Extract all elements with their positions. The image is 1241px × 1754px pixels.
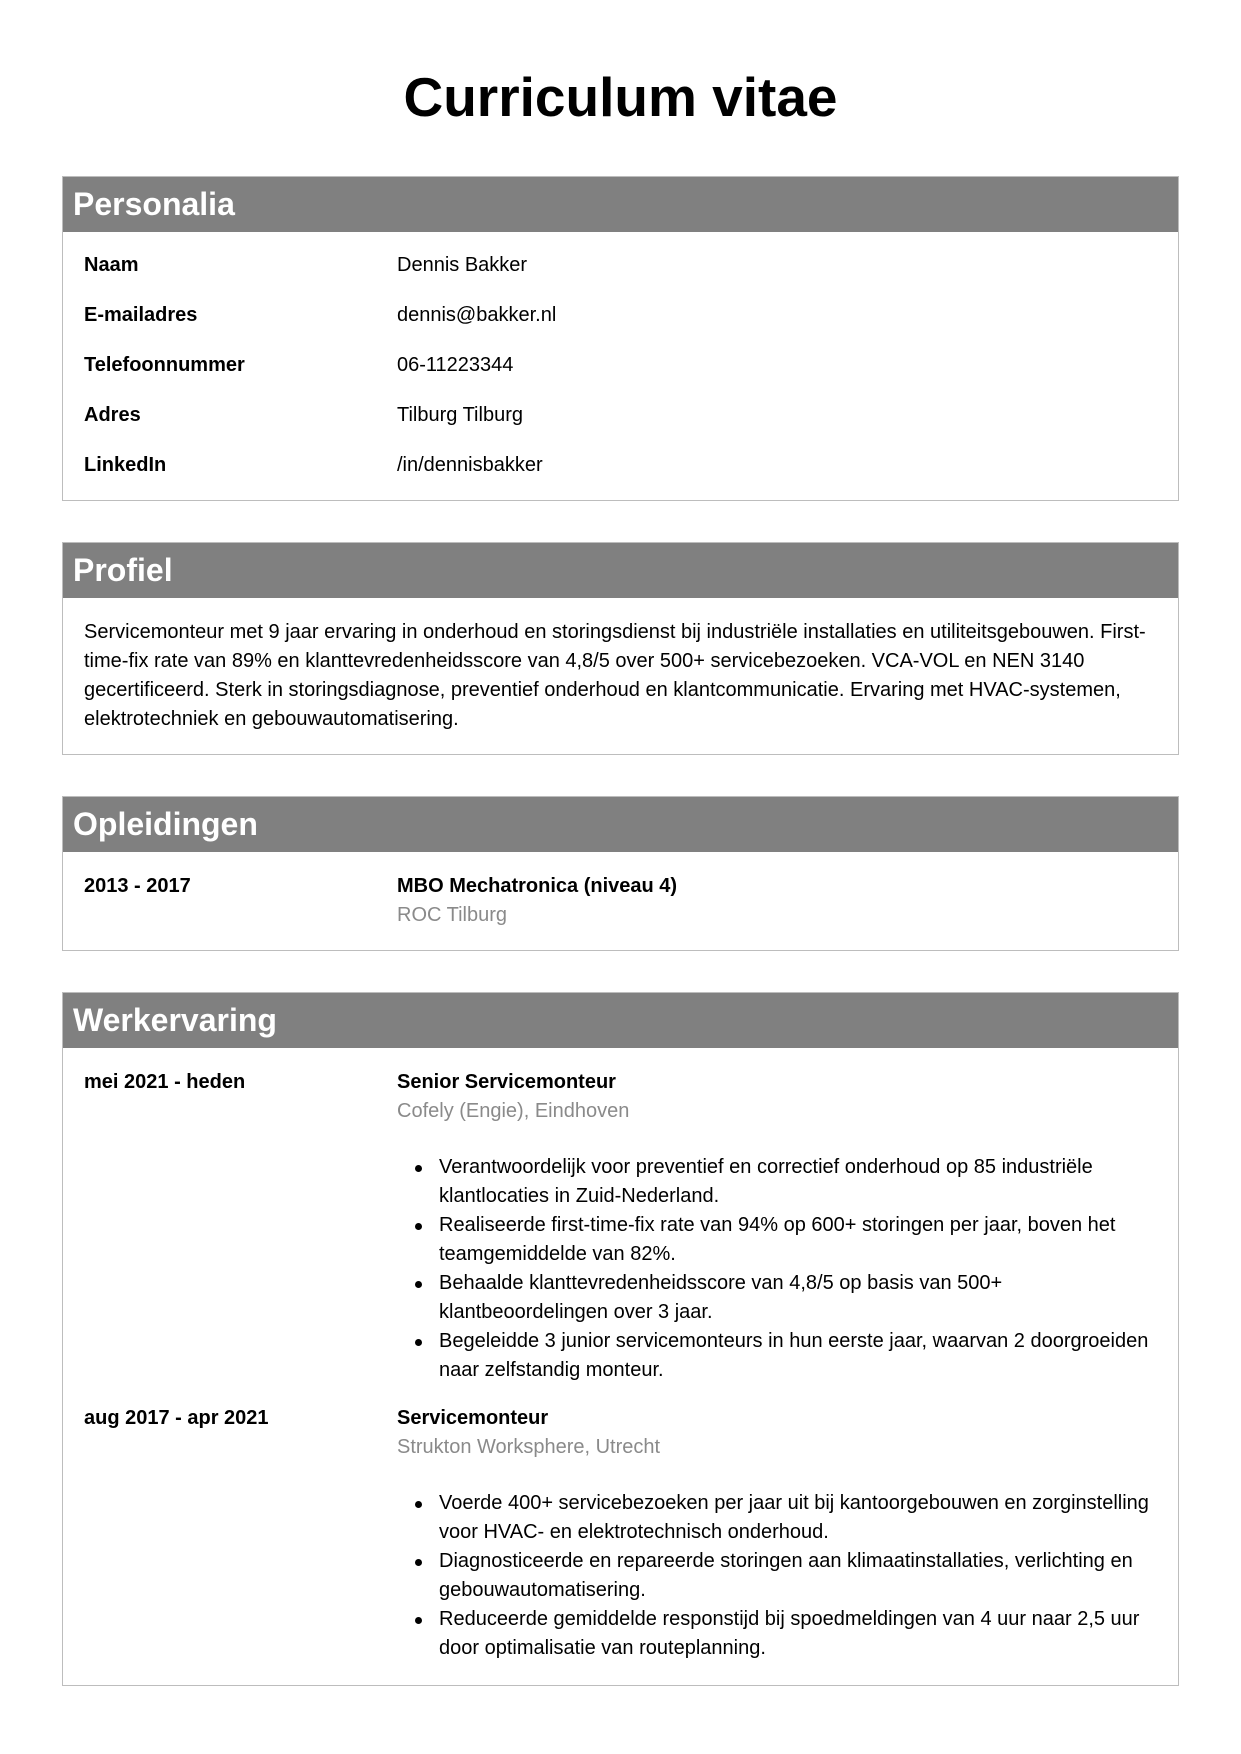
profile-text: Servicemonteur met 9 jaar ervaring in onderhoud en storingsdienst bij industriële installaties en utiliteitsgebouwen. First-time-fix rate van 89% en klanttevredenheidsscore van 4,8/5 over 500+ servicebezoeken. VCA-VOL en NEN 3140 gecertificeerd. Sterk in storingsdiagnose, preventief onderhoud en klantcommunicatie. Ervaring met HVAC-systemen, elektrotechniek en gebouwautomatisering. (84, 621, 1146, 730)
work-company: Cofely (Engie), Eindhoven (397, 1100, 630, 1122)
work-bullets (397, 1489, 1158, 1663)
education-title: MBO Mechatronica (niveau 4) (397, 875, 678, 897)
bullet-item: Behaalde klanttevredenheidsscore van 4,8/5 op basis van 500+ klantbeoordelingen over 3 jaar. (439, 1269, 1158, 1327)
bullet-item: Voerde 400+ servicebezoeken per jaar uit bij kantoorgebouwen en zorginstelling voor HVAC- en elektrotechnisch onderhoud. (439, 1489, 1158, 1547)
opleidingen-heading: Opleidingen (63, 797, 1178, 852)
email-value: dennis@bakker.nl (397, 304, 557, 326)
bullet-item: Reduceerde gemiddelde responstijd bij spoedmeldingen van 4 uur naar 2,5 uur door optimalisatie van routeplanning. (439, 1605, 1158, 1663)
personalia-row-linkedin (63, 451, 1178, 501)
personalia-row-address (63, 401, 1178, 451)
phone-value: 06-11223344 (397, 354, 514, 376)
bullet-item: Diagnosticeerde en repareerde storingen aan klimaatinstallaties, verlichting en gebouwautomatisering. (439, 1547, 1158, 1605)
name-value: Dennis Bakker (397, 254, 528, 276)
personalia-row-name (63, 251, 1178, 301)
profiel-heading: Profiel (63, 543, 1178, 598)
opleidingen-section (62, 796, 1179, 951)
bullet-item: Begeleidde 3 junior servicemonteurs in hun eerste jaar, waarvan 2 doorgroeiden naar zelfstandig monteur. (439, 1327, 1158, 1385)
work-title: Senior Servicemonteur (397, 1071, 616, 1093)
email-label: E-mailadres (84, 304, 198, 326)
personalia-heading: Personalia (63, 177, 1178, 232)
profiel-section (62, 542, 1179, 755)
education-period: 2013 - 2017 (84, 875, 191, 897)
personalia-section (62, 176, 1179, 501)
phone-label: Telefoonnummer (84, 354, 245, 376)
address-value: Tilburg Tilburg (397, 404, 523, 426)
education-institution: ROC Tilburg (397, 904, 508, 926)
personalia-row-phone (63, 351, 1178, 401)
work-title: Servicemonteur (397, 1407, 549, 1429)
work-period: mei 2021 - heden (84, 1071, 246, 1093)
bullet-item: Realiseerde first-time-fix rate van 94% op 600+ storingen per jaar, boven het teamgemiddelde van 82%. (439, 1211, 1158, 1269)
address-label: Adres (84, 404, 141, 426)
page-title: Curriculum vitae (403, 66, 838, 128)
personalia-row-email (63, 301, 1178, 351)
work-bullets (397, 1153, 1158, 1385)
werkervaring-heading: Werkervaring (63, 993, 1178, 1048)
work-company: Strukton Worksphere, Utrecht (397, 1436, 661, 1458)
name-label: Naam (84, 254, 139, 276)
education-entry (63, 872, 1178, 930)
werkervaring-section (62, 992, 1179, 1686)
work-period: aug 2017 - apr 2021 (84, 1407, 269, 1429)
bullet-item: Verantwoordelijk voor preventief en correctief onderhoud op 85 industriële klantlocaties in Zuid-Nederland. (439, 1153, 1158, 1211)
work-entry (63, 1404, 1178, 1663)
work-entry (63, 1068, 1178, 1404)
linkedin-value: /in/dennisbakker (397, 454, 543, 476)
linkedin-label: LinkedIn (84, 454, 167, 476)
